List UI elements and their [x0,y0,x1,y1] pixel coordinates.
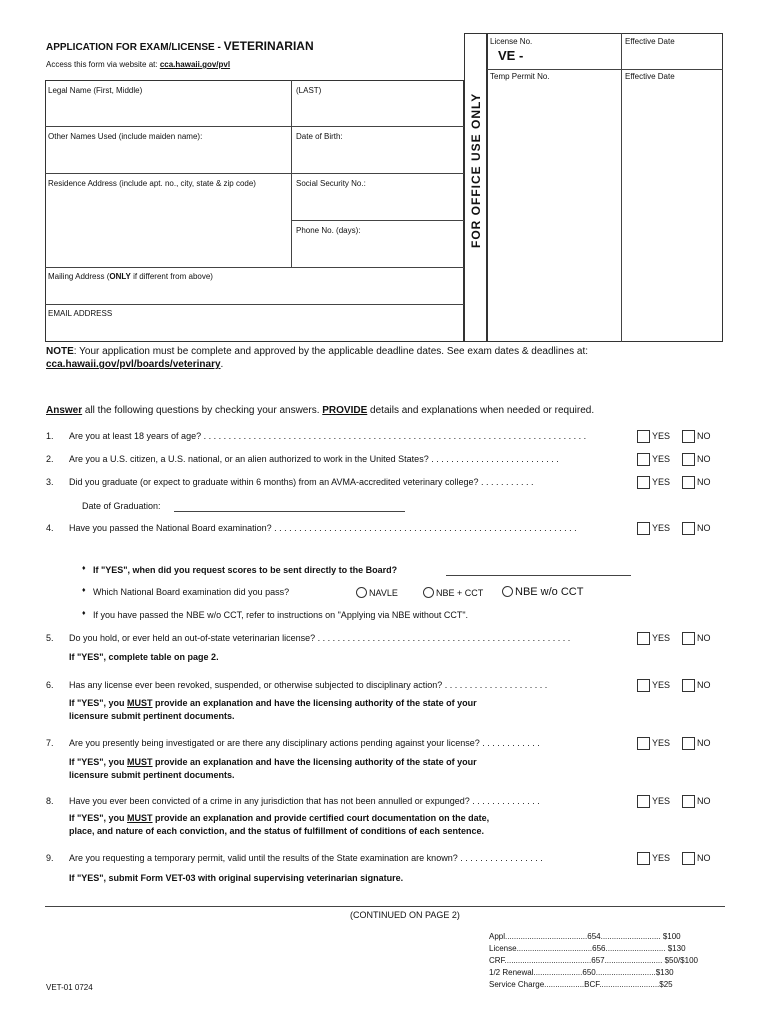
radio-nbe-wo-cct-label: NBE w/o CCT [515,586,584,598]
access-link[interactable]: cca.hawaii.gov/pvl [159,60,231,69]
bullet-icon: ♦ [82,587,86,594]
no-label: NO [697,477,711,487]
note-period: . [220,359,224,370]
question-text: Are you a U.S. citizen, a U.S. national, or an alien authorized to work in the United States? . . . . . . . . . . . . . . . . . . . . . . . . . . [69,454,559,464]
q4-nbe-note: If you have passed the NBE w/o CCT, refer to instructions on "Applying via NBE without CCT". [93,610,469,620]
grid-divider-2 [45,173,464,174]
q9-note: If "YES", submit Form VET-03 with original supervising veterinarian signature. [69,873,404,883]
radio-nbe-wo-cct[interactable] [502,586,513,597]
question-number: 9. [46,853,54,863]
no-checkbox[interactable] [682,522,695,535]
yes-checkbox[interactable] [637,795,650,808]
question-number: 6. [46,680,54,690]
no-label: NO [697,853,711,863]
no-checkbox[interactable] [682,795,695,808]
yes-checkbox[interactable] [637,476,650,489]
no-label: NO [697,633,711,643]
question-number: 4. [46,523,54,533]
fee-line: CRF.......................................657.......................... $50/$100 [489,956,698,965]
dob-field[interactable]: Date of Birth: [296,132,343,141]
yes-checkbox[interactable] [637,852,650,865]
yes-label: YES [652,431,671,441]
no-label: NO [697,454,711,464]
yes-checkbox[interactable] [637,430,650,443]
no-checkbox[interactable] [682,632,695,645]
yes-label: YES [652,853,671,863]
q7-note-pre: If "YES", you [69,757,128,767]
no-label: NO [697,738,711,748]
provide-word: PROVIDE [322,405,368,416]
q6-note-line2: licensure submit pertinent documents. [69,711,235,721]
fee-line: License..................................656........................... $130 [489,944,686,953]
yes-label: YES [652,454,671,464]
instructions-mid: all the following questions by checking your answers. [82,405,323,416]
q8-note-pre: If "YES", you [69,813,128,823]
mailing-post: if different from above) [130,272,213,281]
temp-permit-label: Temp Permit No. [490,72,550,81]
q4-which-label: Which National Board examination did you pass? [93,587,290,597]
no-label: NO [697,680,711,690]
q8-note-line2: place, and nature of each conviction, and the status of fulfillment of conditions of each sentence. [69,826,485,836]
question-text: Did you graduate (or expect to graduate within 6 months) from an AVMA-accredited veterinary college? . . . . . . . . . . . [69,477,534,487]
yes-checkbox[interactable] [637,522,650,535]
yes-label: YES [652,633,671,643]
radio-navle[interactable] [356,587,367,598]
question-number: 7. [46,738,54,748]
grid-divider-3 [291,220,464,221]
instructions-end: details and explanations when needed or required. [367,405,595,416]
q4-scores-label: If "YES", when did you request scores to be sent directly to the Board? [93,565,398,575]
effective-date-label-1: Effective Date [625,37,675,46]
email-field[interactable]: EMAIL ADDRESS [48,309,113,318]
office-divider-v [621,33,622,342]
no-checkbox[interactable] [682,453,695,466]
radio-nbe-cct[interactable] [423,587,434,598]
legal-name-field[interactable]: Legal Name (First, Middle) [48,86,143,95]
question-number: 2. [46,454,54,464]
question-number: 3. [46,477,54,487]
question-text: Are you presently being investigated or are there any disciplinary actions pending against your license? . . . . . . . . . . . . [69,738,540,748]
license-no-label: License No. [490,37,533,46]
yes-label: YES [652,680,671,690]
last-name-field[interactable]: (LAST) [296,86,322,95]
question-text: Are you requesting a temporary permit, valid until the results of the State examination are known? . . . . . . . . . . . . . . . . . [69,853,543,863]
q7-note-post: provide an explanation and have the licensing authority of the state of your [152,757,477,767]
continued-label: (CONTINUED ON PAGE 2) [350,910,460,920]
question-text: Has any license ever been revoked, suspended, or otherwise subjected to disciplinary action? . . . . . . . . . . . . . . . . . . . . . [69,680,548,690]
grid-divider-4 [45,267,464,268]
graduation-date-label: Date of Graduation: [82,501,161,511]
no-checkbox[interactable] [682,737,695,750]
note-text: : Your application must be complete and approved by the applicable deadline dates. See exam dates & deadlines at: [73,346,589,357]
yes-label: YES [652,523,671,533]
no-checkbox[interactable] [682,430,695,443]
question-text: Have you ever been convicted of a crime in any jurisdiction that has not been annulled or expunged? . . . . . . . . . . . . . . [69,796,540,806]
yes-label: YES [652,738,671,748]
fee-line: 1/2 Renewal......................650...........................$130 [489,968,674,977]
yes-checkbox[interactable] [637,453,650,466]
question-number: 1. [46,431,54,441]
answer-word: Answer [46,405,83,416]
q8-note [69,812,489,838]
note-paragraph [46,345,726,371]
instructions [46,405,594,416]
question-text: Do you hold, or ever held an out-of-state veterinarian license? . . . . . . . . . . . . . . . . . . . . . . . . . . . . . . . . . . . . . . . . . . . . . . . . . . . [69,633,571,643]
question-text: Are you at least 18 years of age? . . . . . . . . . . . . . . . . . . . . . . . . . . . . . . . . . . . . . . . . . . . . . . . . . . . . . . . . . . . . . . . . . . . . . . . . . . . . . [69,431,587,441]
q7-note [69,756,477,782]
access-line [46,60,230,69]
q8-note-post: provide an explanation and provide certified court documentation on the date, [152,813,490,823]
graduation-date-input[interactable] [174,511,405,512]
no-label: NO [697,431,711,441]
q4-scores-input[interactable] [446,575,631,576]
form-id: VET-01 0724 [46,983,93,992]
title-main: VETERINARIAN [223,39,314,53]
mailing-pre: Mailing Address ( [48,272,110,281]
question-text: Have you passed the National Board examination? . . . . . . . . . . . . . . . . . . . . . . . . . . . . . . . . . . . . . . . . . . . . . . . . . . . . . . . . . . . . . [69,523,577,533]
no-label: NO [697,796,711,806]
applicant-info-grid [45,80,464,342]
access-text: Access this form via website at: [46,60,160,69]
title-prefix: APPLICATION FOR EXAM/LICENSE - [46,42,224,53]
yes-checkbox[interactable] [637,632,650,645]
effective-date-label-2: Effective Date [625,72,675,81]
q7-note-line2: licensure submit pertinent documents. [69,770,235,780]
question-number: 5. [46,633,54,643]
office-divider-h [487,69,723,70]
no-label: NO [697,523,711,533]
yes-checkbox[interactable] [637,679,650,692]
form-title [46,39,314,53]
bullet-icon: ♦ [82,610,86,617]
office-use-label: FOR OFFICE USE ONLY [469,92,483,248]
bullet-icon: ♦ [82,565,86,572]
yes-label: YES [652,796,671,806]
yes-checkbox[interactable] [637,737,650,750]
ssn-field[interactable]: Social Security No.: [296,179,366,188]
footer-divider [45,906,725,907]
no-checkbox[interactable] [682,476,695,489]
grid-divider-1 [45,126,464,127]
yes-label: YES [652,477,671,487]
question-number: 8. [46,796,54,806]
license-prefix: VE - [498,48,524,63]
fee-line: Appl.....................................654........................... $100 [489,932,681,941]
phone-field[interactable]: Phone No. (days): [296,226,361,235]
note-link[interactable]: cca.hawaii.gov/pvl/boards/veterinary [46,359,221,370]
residence-field[interactable]: Residence Address (include apt. no., city, state & zip code) [48,179,256,188]
q6-note [69,697,477,723]
radio-navle-label: NAVLE [369,588,398,598]
note-label: NOTE [46,346,74,357]
q6-note-pre: If "YES", you [69,698,128,708]
q6-must: MUST [127,698,153,708]
q5-note: If "YES", complete table on page 2. [69,652,219,662]
radio-nbe-cct-label: NBE + CCT [436,588,484,598]
q8-must: MUST [127,813,153,823]
q6-note-post: provide an explanation and have the licensing authority of the state of your [152,698,477,708]
grid-divider-v [291,80,292,268]
mailing-only: ONLY [109,272,131,281]
no-checkbox[interactable] [682,852,695,865]
no-checkbox[interactable] [682,679,695,692]
grid-divider-5 [45,304,464,305]
fee-line: Service Charge..................BCF...........................$25 [489,980,673,989]
other-names-field[interactable]: Other Names Used (include maiden name): [48,132,203,141]
q7-must: MUST [127,757,153,767]
mailing-address-field[interactable] [48,272,213,281]
